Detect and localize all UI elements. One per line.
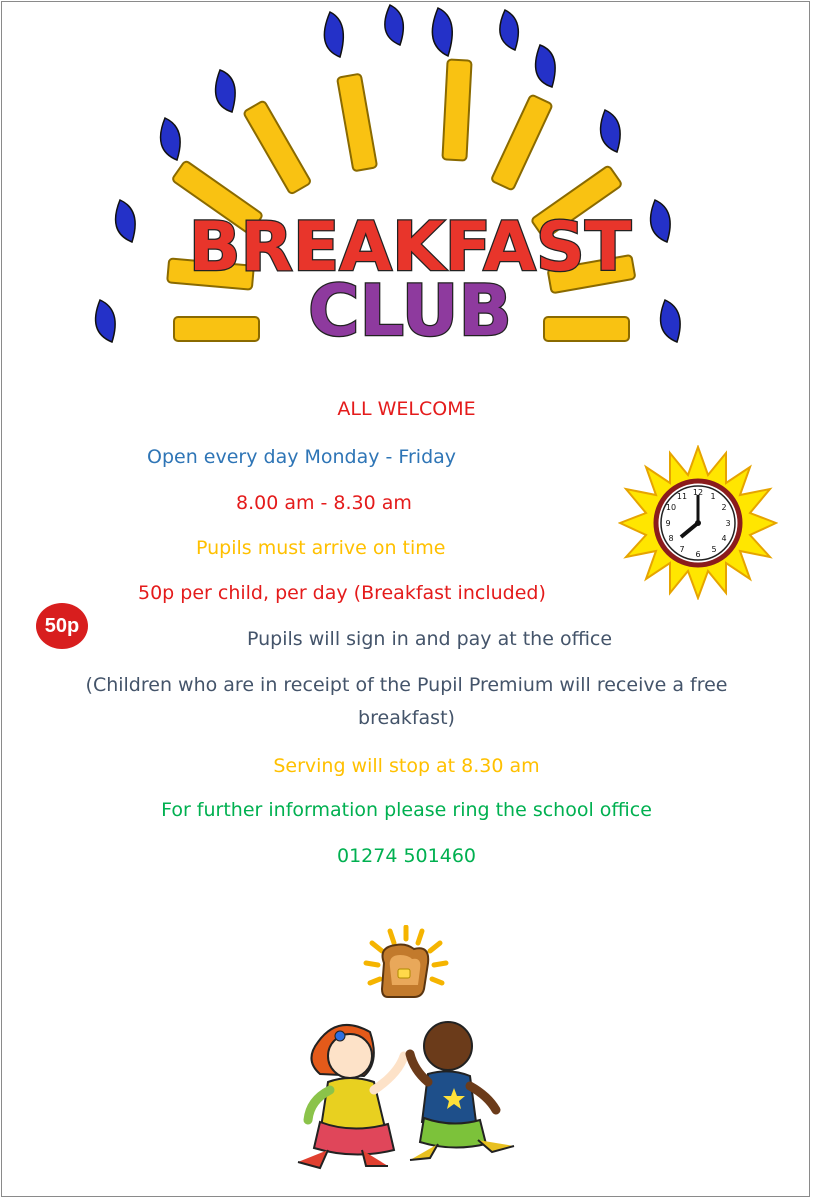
logo-text-line2: CLUB	[308, 270, 512, 352]
svg-text:6: 6	[695, 550, 701, 559]
svg-text:9: 9	[665, 519, 671, 528]
price-text: 50p per child, per day (Breakfast included)	[138, 582, 546, 604]
premium-text-line2: breakfast)	[358, 707, 455, 729]
svg-text:3: 3	[725, 519, 731, 528]
svg-text:1: 1	[710, 492, 716, 501]
svg-text:12: 12	[692, 488, 704, 497]
arrive-text: Pupils must arrive on time	[196, 537, 446, 559]
svg-text:7: 7	[679, 545, 685, 554]
serving-text: Serving will stop at 8.30 am	[273, 755, 540, 777]
svg-text:5: 5	[711, 545, 717, 554]
hours-text: 8.00 am - 8.30 am	[236, 492, 412, 514]
svg-text:11: 11	[676, 492, 688, 501]
toast-icon	[360, 925, 452, 1007]
info-text: For further information please ring the school office	[161, 799, 652, 821]
logo-text-line1: BREAKFAST	[188, 208, 632, 287]
sign-in-text: Pupils will sign in and pay at the office	[247, 628, 613, 650]
phone-number: 01274 501460	[336, 845, 476, 867]
open-days-text: Open every day Monday - Friday	[147, 446, 457, 468]
price-badge: 50p	[36, 603, 88, 649]
svg-text:2: 2	[721, 503, 727, 512]
premium-text-line1: (Children who are in receipt of the Pupil Premium will receive a free	[85, 674, 728, 696]
svg-text:4: 4	[721, 534, 727, 543]
clock-icon	[618, 445, 778, 600]
svg-text:10: 10	[665, 503, 677, 512]
all-welcome-heading: ALL WELCOME	[337, 398, 476, 420]
children-illustration	[278, 1012, 528, 1174]
svg-text:8: 8	[668, 534, 674, 543]
breakfast-club-logo	[80, 0, 740, 370]
